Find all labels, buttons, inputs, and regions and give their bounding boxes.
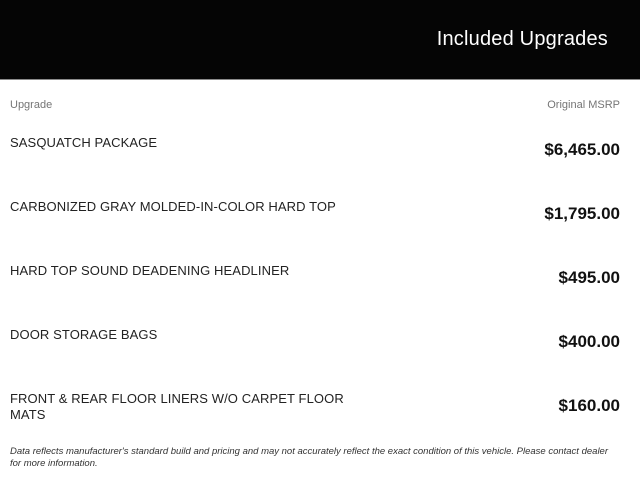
- upgrade-price: $160.00: [558, 396, 620, 415]
- upgrades-table: [10, 119, 620, 439]
- disclaimer-text: Data reflects manufacturer's standard build and pricing and may not accurately reflect the exact condition of this vehicle. Please contact dealer for more information.: [10, 446, 608, 469]
- upgrade-name: HARD TOP SOUND DEADENING HEADLINER: [10, 263, 290, 278]
- upgrade-name: SASQUATCH PACKAGE: [10, 135, 158, 150]
- upgrades-panel: [0, 99, 640, 470]
- table-row: [10, 183, 620, 247]
- header-bar: [0, 0, 640, 80]
- upgrade-name: CARBONIZED GRAY MOLDED-IN-COLOR HARD TOP: [10, 199, 336, 214]
- table-row: [10, 119, 620, 183]
- upgrade-name: FRONT & REAR FLOOR LINERS W/O CARPET FLOOR MATS: [10, 391, 344, 422]
- upgrade-price: $1,795.00: [544, 204, 620, 223]
- table-column-header: [10, 99, 620, 113]
- column-label-msrp: Original MSRP: [547, 99, 620, 111]
- upgrade-price: $495.00: [558, 268, 620, 287]
- table-row: [10, 311, 620, 375]
- upgrade-name: DOOR STORAGE BAGS: [10, 327, 158, 342]
- column-label-upgrade: Upgrade: [10, 99, 53, 111]
- upgrade-price: $400.00: [558, 332, 620, 351]
- table-row: [10, 375, 620, 439]
- table-row: [10, 247, 620, 311]
- upgrade-price: $6,465.00: [544, 140, 620, 159]
- page-title: Included Upgrades: [436, 28, 608, 50]
